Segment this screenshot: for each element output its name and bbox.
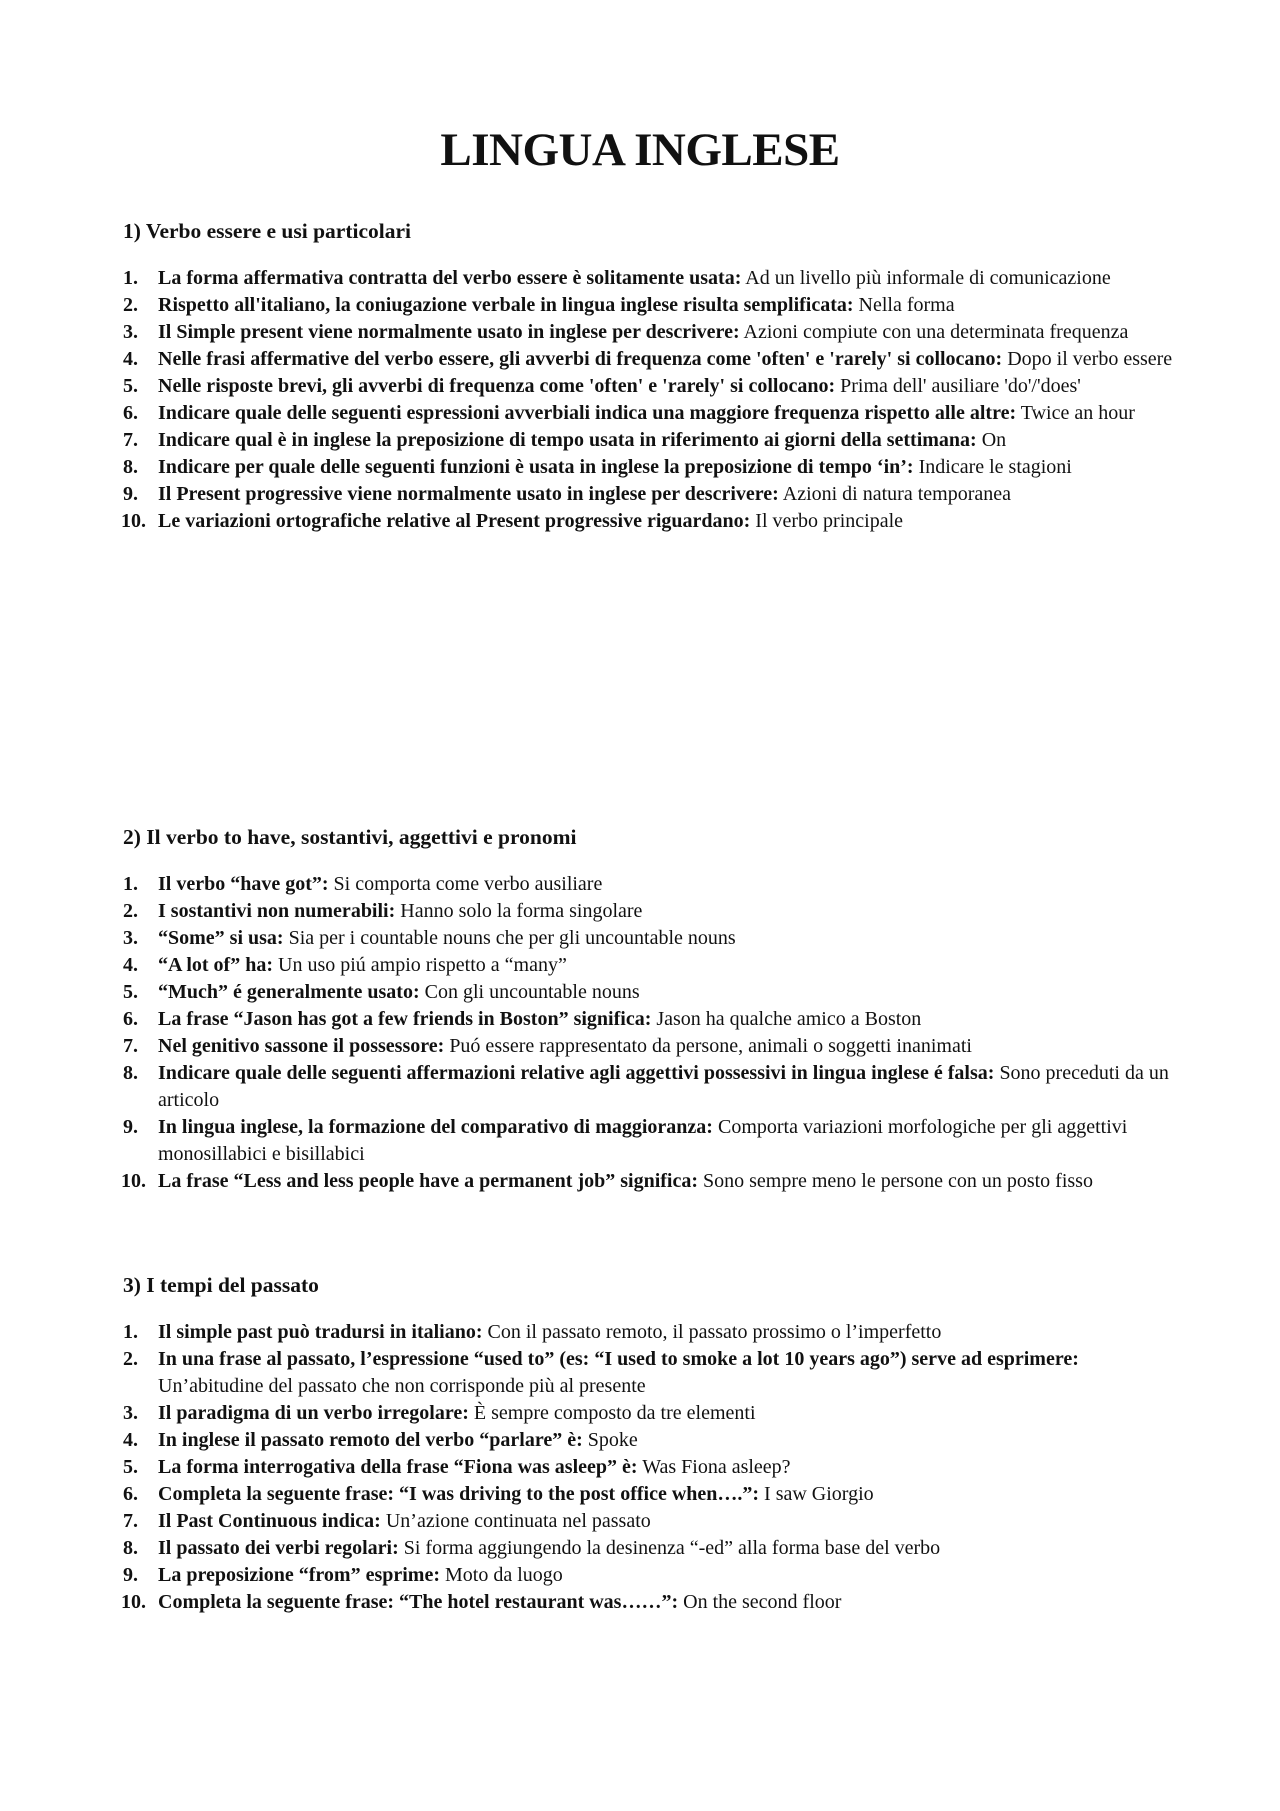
question-text: In inglese il passato remoto del verbo “parlare” è: [158,1429,583,1451]
answer-text: Un’azione continuata nel passato [385,1510,651,1532]
list-item [123,508,1173,535]
item-number: 2. [123,900,138,922]
question-text: Indicare per quale delle seguenti funzioni è usata in inglese la preposizione di tempo ‘in’: [158,456,914,478]
question-text: Il Past Continuous indica: [158,1510,381,1532]
list-item [123,319,1173,346]
list-item [123,1033,1173,1060]
answer-text: È sempre composto da tre elementi [473,1402,756,1424]
list-item [123,454,1173,481]
question-text: Il paradigma di un verbo irregolare: [158,1402,469,1424]
list-item [123,265,1173,292]
section-heading: 3) I tempi del passato [123,1273,319,1297]
answer-text: Comporta variazioni morfologiche per gli aggettivi monosillabici e bisillabici [158,1116,1128,1165]
item-number: 10. [121,1591,146,1613]
item-number: 6. [123,1483,138,1505]
list-item [123,1508,1173,1535]
list-item [123,1454,1173,1481]
item-number: 9. [123,1116,138,1138]
list-item [123,1060,1173,1114]
question-text: Indicare quale delle seguenti espressioni avverbiali indica una maggiore frequenza rispetto alle altre: [158,402,1017,424]
answer-text: Azioni compiute con una determinata frequenza [743,321,1129,343]
question-text: Nel genitivo sassone il possessore: [158,1035,445,1057]
answer-text: Puó essere rappresentato da persone, animali o soggetti inanimati [449,1035,972,1057]
item-number: 1. [123,873,138,895]
question-list [123,265,1173,535]
answer-text: On the second floor [683,1591,842,1613]
item-number: 4. [123,1429,138,1451]
item-number: 2. [123,294,138,316]
question-text: In lingua inglese, la formazione del comparativo di maggioranza: [158,1116,713,1138]
question-text: La frase “Jason has got a few friends in Boston” significa: [158,1008,652,1030]
item-number: 3. [123,321,138,343]
item-number: 7. [123,1510,138,1532]
item-number: 1. [123,267,138,289]
question-text: “A lot of” ha: [158,954,273,976]
item-number: 5. [123,1456,138,1478]
question-text: “Some” si usa: [158,927,284,949]
answer-text: Hanno solo la forma singolare [400,900,643,922]
list-item [123,1168,1173,1195]
answer-text: I saw Giorgio [764,1483,874,1505]
item-number: 10. [121,1170,146,1192]
list-item [123,979,1173,1006]
question-text: Le variazioni ortografiche relative al Present progressive riguardano: [158,510,751,532]
item-number: 10. [121,510,146,532]
answer-text: Il verbo principale [755,510,904,532]
item-number: 9. [123,483,138,505]
list-item [123,1562,1173,1589]
question-text: Il verbo “have got”: [158,873,329,895]
list-item [123,1319,1173,1346]
list-item [123,1427,1173,1454]
answer-text: Jason ha qualche amico a Boston [656,1008,922,1030]
question-text: La forma affermativa contratta del verbo essere è solitamente usata: [158,267,742,289]
question-text: “Much” é generalmente usato: [158,981,420,1003]
list-item [123,1535,1173,1562]
list-item [123,1114,1173,1168]
question-list [123,1319,1173,1616]
list-item [123,898,1173,925]
item-number: 7. [123,429,138,451]
answer-text: Sono preceduti da un articolo [158,1062,1169,1111]
question-text: I sostantivi non numerabili: [158,900,396,922]
section-heading: 2) Il verbo to have, sostantivi, aggettivi e pronomi [123,825,577,849]
question-text: In una frase al passato, l’espressione “used to” (es: “I used to smoke a lot 10 years ago”) serve ad esprimere: [158,1348,1079,1370]
question-text: Completa la seguente frase: “I was driving to the post office when….”: [158,1483,760,1505]
list-item [123,1481,1173,1508]
answer-text: Dopo il verbo essere [1007,348,1173,370]
answer-text: Moto da luogo [445,1564,563,1586]
answer-text: Con il passato remoto, il passato prossimo o l’imperfetto [487,1321,942,1343]
answer-text: Nella forma [858,294,955,316]
question-list [123,871,1173,1195]
list-item [123,400,1173,427]
question-text: Indicare quale delle seguenti affermazioni relative agli aggettivi possessivi in lingua inglese é falsa: [158,1062,995,1084]
item-number: 8. [123,1062,138,1084]
item-number: 4. [123,348,138,370]
list-item [123,481,1173,508]
item-number: 4. [123,954,138,976]
item-number: 6. [123,1008,138,1030]
item-number: 6. [123,402,138,424]
question-text: La frase “Less and less people have a permanent job” significa: [158,1170,698,1192]
item-number: 1. [123,1321,138,1343]
section-heading: 1) Verbo essere e usi particolari [123,219,412,243]
list-item [123,427,1173,454]
question-text: Completa la seguente frase: “The hotel restaurant was……”: [158,1591,679,1613]
item-number: 2. [123,1348,138,1370]
question-text: Il Present progressive viene normalmente usato in inglese per descrivere: [158,483,779,505]
answer-text: Si forma aggiungendo la desinenza “-ed” alla forma base del verbo [403,1537,941,1559]
list-item [123,346,1173,373]
item-number: 8. [123,456,138,478]
item-number: 9. [123,1564,138,1586]
answer-text: Ad un livello più informale di comunicazione [745,267,1111,289]
question-text: Indicare qual è in inglese la preposizione di tempo usata in riferimento ai giorni della settimana: [158,429,977,451]
item-number: 3. [123,927,138,949]
answer-text: Spoke [587,1429,638,1451]
section-verbo-essere [123,217,1173,535]
section-verbo-to-have [123,823,1173,1195]
list-item [123,1400,1173,1427]
list-item [123,871,1173,898]
question-text: Il passato dei verbi regolari: [158,1537,399,1559]
question-text: La forma interrogativa della frase “Fiona was asleep” è: [158,1456,638,1478]
answer-text: Con gli uncountable nouns [424,981,640,1003]
answer-text: Was Fiona asleep? [642,1456,791,1478]
list-item [123,1589,1173,1616]
answer-text: Sono sempre meno le persone con un posto fisso [703,1170,1093,1192]
section-tempi-del-passato [123,1271,1173,1616]
list-item [123,1006,1173,1033]
list-item [123,373,1173,400]
question-text: Rispetto all'italiano, la coniugazione verbale in lingua inglese risulta semplificata: [158,294,854,316]
question-text: Il simple past può tradursi in italiano: [158,1321,483,1343]
answer-text: Indicare le stagioni [918,456,1072,478]
list-item [123,292,1173,319]
question-text: La preposizione “from” esprime: [158,1564,441,1586]
answer-text: Sia per i countable nouns che per gli uncountable nouns [288,927,736,949]
answer-text: Un’abitudine del passato che non corrisponde più al presente [158,1375,646,1397]
answer-text: Twice an hour [1020,402,1135,424]
item-number: 3. [123,1402,138,1424]
list-item [123,1346,1173,1400]
answer-text: Un uso piú ampio rispetto a “many” [278,954,567,976]
item-number: 5. [123,375,138,397]
list-item [123,925,1173,952]
document-title: LINGUA INGLESE [440,124,840,176]
answer-text: Si comporta come verbo ausiliare [333,873,603,895]
item-number: 8. [123,1537,138,1559]
answer-text: Azioni di natura temporanea [782,483,1011,505]
item-number: 5. [123,981,138,1003]
item-number: 7. [123,1035,138,1057]
question-text: Nelle frasi affermative del verbo essere, gli avverbi di frequenza come 'often' e 'rarely' si collocano: [158,348,1003,370]
question-text: Nelle risposte brevi, gli avverbi di frequenza come 'often' e 'rarely' si collocano: [158,375,836,397]
answer-text: Prima dell' ausiliare 'do'/'does' [840,375,1081,397]
question-text: Il Simple present viene normalmente usato in inglese per descrivere: [158,321,740,343]
list-item [123,952,1173,979]
answer-text: On [981,429,1007,451]
